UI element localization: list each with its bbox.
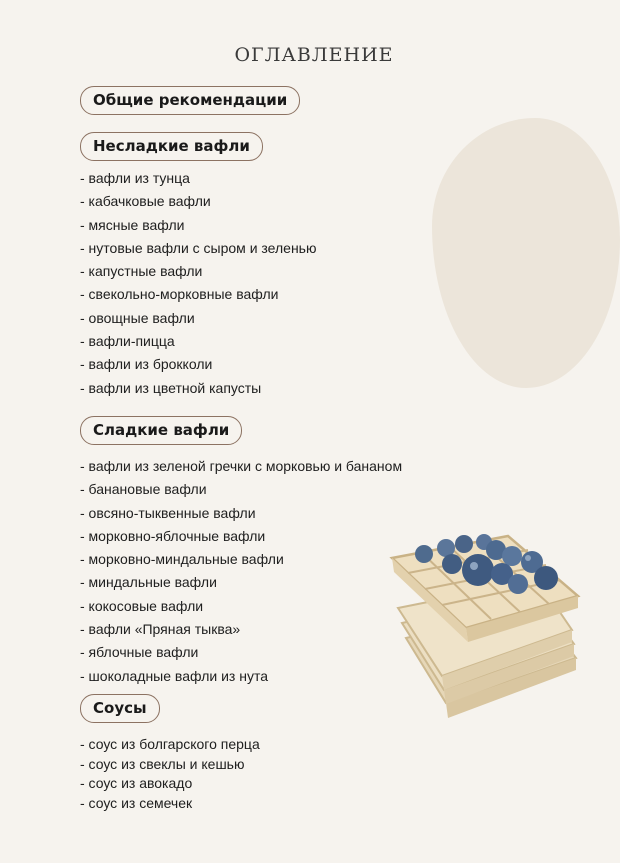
list-item[interactable]: - вафли из брокколи bbox=[80, 356, 213, 373]
list-item[interactable]: - кабачковые вафли bbox=[80, 193, 211, 210]
list-item[interactable]: - капустные вафли bbox=[80, 263, 203, 280]
section-general-heading[interactable]: Общие рекомендации bbox=[80, 86, 300, 115]
list-item[interactable]: - банановые вафли bbox=[80, 481, 207, 498]
list-item[interactable]: - вафли из тунца bbox=[80, 170, 190, 186]
sauces-list bbox=[80, 735, 260, 813]
list-item[interactable]: - миндальные вафли bbox=[80, 574, 217, 591]
list-item[interactable]: - яблочные вафли bbox=[80, 644, 199, 661]
page-title: ОГЛАВЛЕНИЕ bbox=[234, 44, 394, 66]
section-sauces-heading[interactable]: Соусы bbox=[80, 694, 160, 723]
list-item[interactable]: - овощные вафли bbox=[80, 309, 195, 326]
list-item[interactable]: - мясные вафли bbox=[80, 216, 185, 233]
list-item[interactable]: - вафли «Пряная тыква» bbox=[80, 621, 241, 638]
list-item[interactable]: - овсяно-тыквенные вафли bbox=[80, 504, 256, 521]
list-item[interactable]: - вафли из зеленой гречки с морковью и бананом bbox=[80, 458, 403, 474]
section-savory-heading[interactable]: Несладкие вафли bbox=[80, 132, 263, 161]
list-item[interactable]: - вафли из цветной капусты bbox=[80, 379, 262, 396]
list-item[interactable]: - шоколадные вафли из нута bbox=[80, 667, 268, 684]
section-sweet-heading[interactable]: Сладкие вафли bbox=[80, 416, 242, 445]
list-item[interactable]: - вафли-пицца bbox=[80, 333, 175, 350]
waffle-stack-icon bbox=[388, 528, 588, 728]
list-item[interactable]: - соус из авокадо bbox=[80, 775, 193, 791]
savory-waffle-list bbox=[80, 167, 316, 400]
decorative-blob bbox=[432, 118, 620, 388]
list-item[interactable]: - свекольно-морковные вафли bbox=[80, 286, 279, 303]
list-item[interactable]: - морковно-миндальные вафли bbox=[80, 551, 284, 568]
list-item[interactable]: - кокосовые вафли bbox=[80, 597, 204, 614]
list-item[interactable]: - морковно-яблочные вафли bbox=[80, 527, 266, 544]
list-item[interactable]: - нутовые вафли с сыром и зеленью bbox=[80, 239, 317, 256]
list-item[interactable]: - соус из свеклы и кешью bbox=[80, 755, 245, 772]
sweet-waffle-list bbox=[80, 455, 402, 688]
list-item[interactable]: - соус из болгарского перца bbox=[80, 736, 260, 752]
list-item[interactable]: - соус из семечек bbox=[80, 794, 193, 811]
